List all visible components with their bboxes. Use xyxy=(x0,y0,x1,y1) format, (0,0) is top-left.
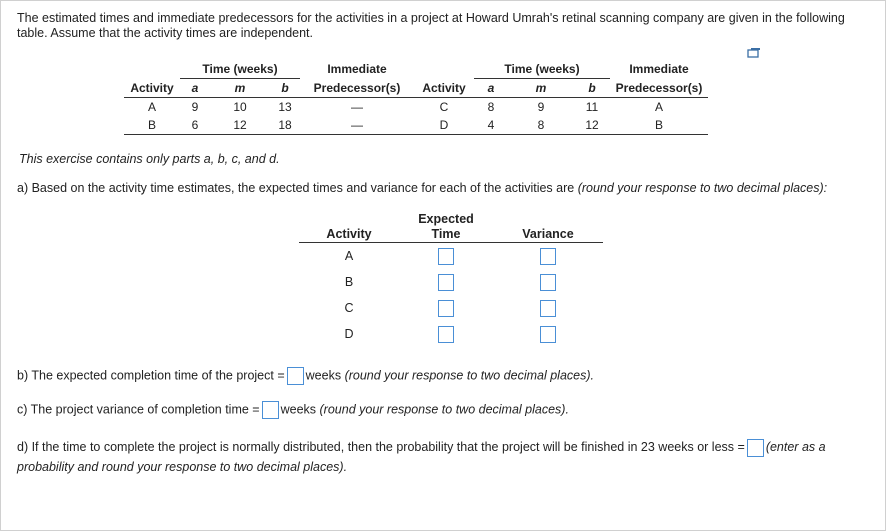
b-cell: 12 xyxy=(574,116,610,135)
part-b-prompt xyxy=(17,367,594,385)
a-header-right: a xyxy=(474,79,508,98)
activity-col-header: Activity xyxy=(299,209,399,243)
activity-header-right: Activity xyxy=(414,79,474,98)
expected-header-line1: Expected xyxy=(418,212,474,226)
a-cell: 4 xyxy=(474,116,508,135)
activity-cell: C xyxy=(439,100,449,114)
probability-input[interactable] xyxy=(747,439,764,457)
part-d-prompt xyxy=(17,437,872,477)
answer-row xyxy=(299,295,603,321)
expected-header-line2: Time xyxy=(431,227,461,241)
part-a-text: a) Based on the activity time estimates, the expected times and variance for each of the activities are xyxy=(17,181,578,195)
part-b-hint: (round your response to two decimal places). xyxy=(344,368,594,383)
expected-times-table xyxy=(299,209,603,347)
b-cell: 13 xyxy=(278,100,292,114)
m-cell: 8 xyxy=(508,116,574,135)
m-header-right: m xyxy=(508,79,574,98)
activity-cell: A xyxy=(147,100,156,114)
table-row xyxy=(124,116,708,135)
a-header-left: a xyxy=(180,79,210,98)
variance-c-input[interactable] xyxy=(540,300,556,317)
expected-time-c-input[interactable] xyxy=(438,300,454,317)
answer-row xyxy=(299,321,603,347)
a-cell: 6 xyxy=(180,116,210,135)
predecessors-header-left: Predecessor(s) xyxy=(300,79,414,98)
part-b-unit: weeks xyxy=(305,368,342,383)
table-row xyxy=(124,98,708,117)
predecessor-cell: A xyxy=(654,100,663,114)
immediate-header-right: Immediate xyxy=(629,62,689,77)
question-intro: The estimated times and immediate predecessors for the activities in a project at Howard Umrah's retinal scanning company are given in the following table. Assume that the activity times are independent. xyxy=(17,11,845,40)
expected-time-b-input[interactable] xyxy=(438,274,454,291)
variance-col-header: Variance xyxy=(493,209,603,243)
a-cell: 8 xyxy=(487,100,495,114)
part-c-unit: weeks xyxy=(280,402,317,417)
expected-time-a-input[interactable] xyxy=(438,248,454,265)
activity-data-table xyxy=(124,60,708,135)
b-cell: 18 xyxy=(270,116,300,135)
expected-time-col-header xyxy=(399,209,493,243)
predecessor-cell: B xyxy=(610,116,708,135)
answer-row xyxy=(299,269,603,295)
m-cell: 9 xyxy=(537,100,545,114)
parts-note: This exercise contains only parts a, b, c, and d. xyxy=(19,152,280,166)
part-c-text: c) The project variance of completion time = xyxy=(17,402,260,417)
completion-time-input[interactable] xyxy=(287,367,304,385)
variance-b-input[interactable] xyxy=(540,274,556,291)
variance-a-input[interactable] xyxy=(540,248,556,265)
time-weeks-header-left: Time (weeks) xyxy=(180,60,300,79)
part-b-text: b) The expected completion time of the project = xyxy=(17,368,285,383)
part-d-hint: (enter as a probability and round your response to two decimal places). xyxy=(17,440,826,474)
m-cell: 10 xyxy=(233,100,247,114)
part-a-hint: (round your response to two decimal places): xyxy=(577,181,828,195)
variance-d-input[interactable] xyxy=(540,326,556,343)
expected-time-d-input[interactable] xyxy=(438,326,454,343)
immediate-header-left: Immediate xyxy=(327,62,387,77)
activity-label: B xyxy=(344,275,354,289)
activity-header-left: Activity xyxy=(124,79,180,98)
activity-cell: D xyxy=(414,116,474,135)
a-cell: 9 xyxy=(191,100,199,114)
activity-label: C xyxy=(344,301,354,315)
b-cell: 11 xyxy=(585,100,599,114)
activity-label: A xyxy=(344,249,354,263)
predecessor-cell: — xyxy=(300,116,414,135)
m-cell: 12 xyxy=(210,116,270,135)
copy-to-clipboard-icon[interactable] xyxy=(747,47,761,59)
predecessor-cell: — xyxy=(351,100,363,114)
predecessors-header-right: Predecessor(s) xyxy=(610,79,708,98)
time-weeks-header-right: Time (weeks) xyxy=(474,60,610,79)
part-c-hint: (round your response to two decimal places). xyxy=(319,402,569,417)
m-header-left: m xyxy=(210,79,270,98)
b-header-right: b xyxy=(574,79,610,98)
answer-row xyxy=(299,243,603,270)
part-a-prompt xyxy=(17,181,827,195)
part-c-prompt xyxy=(17,401,569,419)
activity-label: D xyxy=(344,327,354,341)
b-header-left: b xyxy=(270,79,300,98)
project-variance-input[interactable] xyxy=(262,401,279,419)
part-d-text: d) If the time to complete the project is normally distributed, then the probability that the project will be finished in 23 weeks or less = xyxy=(17,440,745,454)
activity-cell: B xyxy=(124,116,180,135)
